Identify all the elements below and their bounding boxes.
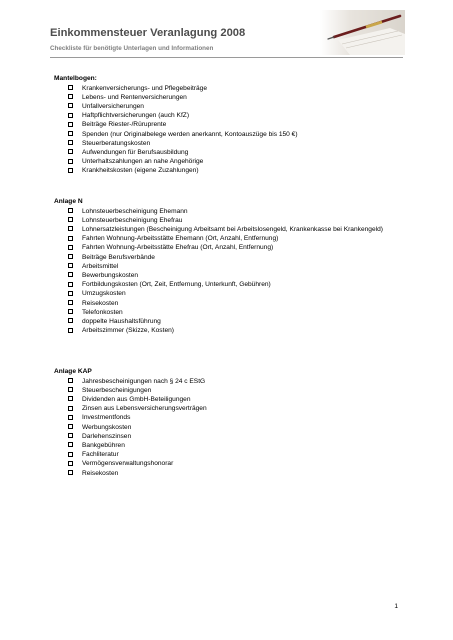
checkbox[interactable] (68, 378, 73, 383)
checkbox[interactable] (68, 424, 73, 429)
checklist-item (54, 317, 412, 326)
checkbox[interactable] (68, 217, 73, 222)
checkbox[interactable] (68, 272, 73, 277)
checklist-item-label: Telefonkosten (82, 308, 123, 316)
checkbox[interactable] (68, 159, 73, 164)
checkbox[interactable] (68, 103, 73, 108)
checkbox[interactable] (68, 309, 73, 314)
checklist-item-label: Bankgebühren (82, 441, 125, 449)
section-mantelbogen (54, 74, 414, 176)
checklist-item-label: Krankenversicherungs- und Pflegebeiträge (82, 84, 207, 92)
checkbox[interactable] (68, 122, 73, 127)
checklist-item (54, 207, 412, 216)
checklist-item (54, 234, 412, 243)
checkbox[interactable] (68, 131, 73, 136)
checklist-item (54, 404, 412, 413)
checklist-item-label: Umzugskosten (82, 290, 126, 298)
checkbox[interactable] (68, 291, 73, 296)
checklist-item (54, 262, 412, 271)
checklist-item-label: Krankheitskosten (eigene Zuzahlungen) (82, 167, 199, 175)
checklist-item-label: Vermögensverwaltungshonorar (82, 460, 174, 468)
checklist-item-label: Lohnsteuerbescheinigung Ehefrau (82, 216, 183, 224)
checklist-item (54, 93, 412, 102)
checklist-item (54, 450, 412, 459)
checklist-item (54, 280, 412, 289)
checklist-item (54, 120, 412, 129)
checkbox[interactable] (68, 149, 73, 154)
checkbox[interactable] (68, 406, 73, 411)
checklist-item-label: Unfallversicherungen (82, 102, 144, 110)
checkbox[interactable] (68, 328, 73, 333)
checklist-item (54, 459, 412, 468)
checklist-item-label: Steuerbescheinigungen (82, 386, 152, 394)
checkbox[interactable] (68, 318, 73, 323)
checklist-item-label: Unterhaltszahlungen an nahe Angehörige (82, 158, 204, 166)
checkbox[interactable] (68, 470, 73, 475)
section-heading: Mantelbogen: (54, 75, 97, 82)
checklist-item (54, 423, 412, 432)
checkbox[interactable] (68, 263, 73, 268)
checklist-item (54, 289, 412, 298)
checklist-item-label: Arbeitsmittel (82, 262, 119, 270)
checkbox[interactable] (68, 140, 73, 145)
checkbox[interactable] (68, 113, 73, 118)
document-subtitle: Checkliste für benötigte Unterlagen und Informationen (50, 45, 214, 52)
checkbox[interactable] (68, 226, 73, 231)
checklist-item (54, 166, 412, 175)
checklist-item (54, 469, 412, 478)
checkbox[interactable] (68, 208, 73, 213)
checklist-item (54, 299, 412, 308)
checkbox[interactable] (68, 168, 73, 173)
checklist-item-label: Fortbildungskosten (Ort, Zeit, Entfernung, Unterkunft, Gebühren) (82, 281, 271, 289)
checklist-item-label: Reisekosten (82, 299, 119, 307)
checklist-item (54, 243, 412, 252)
checklist-item (54, 139, 412, 148)
checkbox[interactable] (68, 433, 73, 438)
section-heading: Anlage N (54, 198, 83, 205)
checklist-item-label: Fachliteratur (82, 451, 119, 459)
checklist-item (54, 253, 412, 262)
checklist-item (54, 308, 412, 317)
checklist-item (54, 271, 412, 280)
checklist-item-label: Beiträge Riester-/Rüruprente (82, 121, 167, 129)
pen-and-paper-logo (320, 10, 405, 55)
checklist-item (54, 225, 412, 234)
checklist-item-label: Lebens- und Rentenversicherungen (82, 93, 187, 101)
checklist-item (54, 130, 412, 139)
checklist-item-label: Beiträge Berufsverbände (82, 253, 155, 261)
checklist-item-label: Haftpflichtversicherungen (auch KfZ) (82, 112, 190, 120)
checklist-item-label: Darlehenszinsen (82, 432, 132, 440)
checklist-item-label: Lohnsteuerbescheinigung Ehemann (82, 207, 188, 215)
checklist-item (54, 102, 412, 111)
checklist-item-label: Investmentfonds (82, 414, 131, 422)
checkbox[interactable] (68, 442, 73, 447)
checklist-item-label: Lohnersatzleistungen (Bescheinigung Arbeitsamt bei Arbeitslosengeld, Krankenkasse bei Krankengeld) (82, 225, 383, 233)
checkbox[interactable] (68, 236, 73, 241)
checkbox[interactable] (68, 387, 73, 392)
checklist-item (54, 395, 412, 404)
checklist-item-label: Werbungskosten (82, 423, 132, 431)
section-heading: Anlage KAP (54, 368, 92, 375)
checklist-item (54, 326, 412, 335)
section-anlage-kap (54, 367, 414, 478)
header-divider (50, 57, 403, 58)
checklist-item-label: Aufwendungen für Berufsausbildung (82, 148, 189, 156)
checklist-item-label: Fahrten Wohnung-Arbeitsstätte Ehefrau (Ort, Anzahl, Entfernung) (82, 244, 274, 252)
checkbox[interactable] (68, 461, 73, 466)
checklist-item-label: Fahrten Wohnung-Arbeitsstätte Ehemann (Ort, Anzahl, Entfernung) (82, 235, 279, 243)
document-title: Einkommensteuer Veranlagung 2008 (50, 27, 246, 39)
page-number: 1 (394, 603, 398, 610)
checkbox[interactable] (68, 396, 73, 401)
section-anlage-n (54, 197, 414, 335)
checkbox[interactable] (68, 452, 73, 457)
checklist-item-label: Dividenden aus GmbH-Beteiligungen (82, 395, 191, 403)
checkbox[interactable] (68, 245, 73, 250)
checklist-item (54, 157, 412, 166)
checklist-item-label: doppelte Haushaltsführung (82, 317, 161, 325)
checklist-item-label: Bewerbungskosten (82, 271, 139, 279)
checkbox[interactable] (68, 254, 73, 259)
checkbox[interactable] (68, 85, 73, 90)
checklist-item (54, 413, 412, 422)
checklist-item (54, 111, 412, 120)
checkbox[interactable] (68, 94, 73, 99)
checklist-item-label: Jahresbescheinigungen nach § 24 c EStG (82, 377, 206, 385)
checklist-item (54, 441, 412, 450)
checklist-item-label: Arbeitszimmer (Skizze, Kosten) (82, 327, 174, 335)
checklist-item (54, 84, 412, 93)
checklist-item (54, 377, 412, 386)
checklist-item-label: Reisekosten (82, 469, 119, 477)
checklist-item (54, 148, 412, 157)
checklist-item-label: Spenden (nur Originalbelege werden anerkannt, Kontoauszüge bis 150 €) (82, 130, 298, 138)
checklist-item-label: Zinsen aus Lebensversicherungsverträgen (82, 405, 207, 413)
checkbox[interactable] (68, 415, 73, 420)
checklist-item (54, 216, 412, 225)
checklist-item (54, 432, 412, 441)
checkbox[interactable] (68, 282, 73, 287)
checklist-item (54, 386, 412, 395)
checklist-item-label: Steuerberatungskosten (82, 139, 151, 147)
checkbox[interactable] (68, 300, 73, 305)
